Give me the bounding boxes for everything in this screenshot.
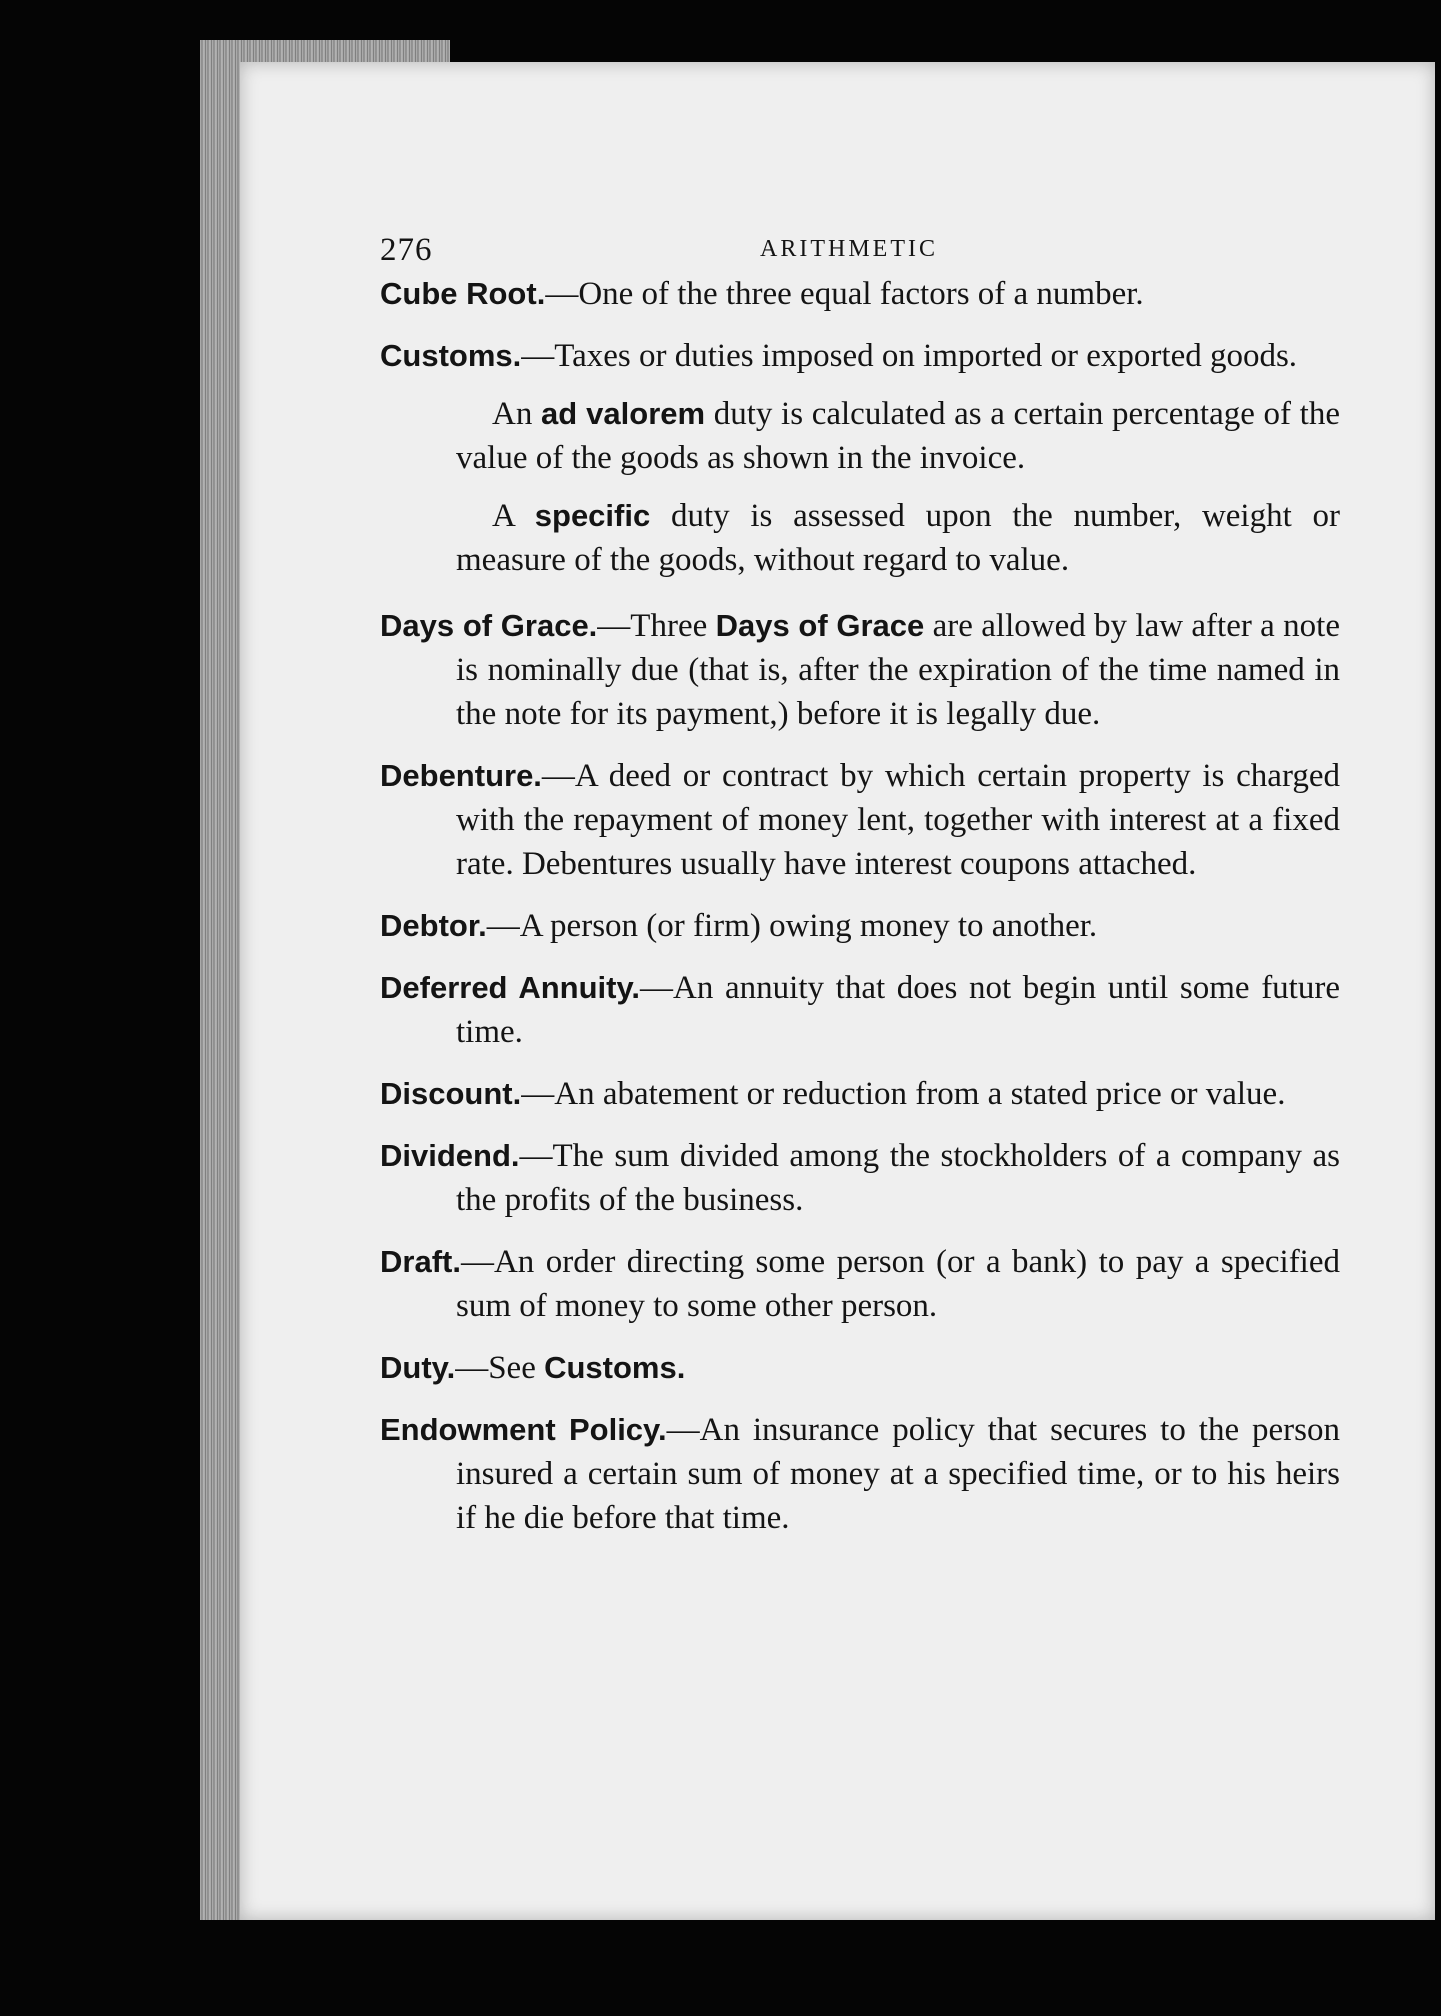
glossary-entry-deferred-annuity: [380, 966, 1340, 1054]
customs-crossref-bold: Customs.: [544, 1350, 686, 1385]
glossary-entry-duty: Duty.—See Customs.: [380, 1350, 686, 1386]
glossary-entry-dividend: [380, 1134, 1340, 1222]
entry-definition: —A person (or firm) owing money to another.: [486, 908, 1098, 944]
glossary-entry-debenture: [380, 754, 1340, 886]
entry-definition: —One of the three equal factors of a number.: [545, 276, 1144, 312]
entry-term: Draft.: [380, 1244, 461, 1279]
entry-definition: —Taxes or duties imposed on imported or exported goods.: [521, 338, 1298, 374]
customs-ad-valorem-paragraph: An ad valorem duty is calculated as a certain percentage of the value of the goods as shown in the invoice.: [456, 396, 1340, 476]
glossary-entry-discount: [380, 1072, 1340, 1116]
days-of-grace-bold: Days of Grace: [715, 608, 925, 643]
entry-definition: —A deed or contract by which certain property is charged with the repayment of money lent, together with interest at a fixed rate. Debentures usually have interest coupons attached.: [456, 758, 1340, 882]
page-number: 276: [380, 232, 433, 268]
customs-specific-paragraph: A specific duty is assessed upon the number, weight or measure of the goods, without regard to value.: [456, 498, 1341, 578]
entry-definition: —An annuity that does not begin until some future time.: [456, 970, 1340, 1050]
glossary-entry-draft: [380, 1240, 1340, 1328]
glossary-entry-days-of-grace: Days of Grace.—Three Days of Grace are allowed by law after a note is nominally due (that is, after the expiration of the time named in the note for its payment,) before it is legally due.: [380, 608, 1340, 732]
entry-term: Debenture.: [380, 758, 542, 793]
entry-term: Dividend.: [380, 1138, 520, 1173]
entry-term: Duty.: [380, 1350, 456, 1385]
entry-definition: —An order directing some person (or a bank) to pay a specified sum of money to some other person.: [456, 1244, 1340, 1324]
entry-definition: —The sum divided among the stockholders of a company as the profits of the business.: [456, 1138, 1340, 1218]
entry-term: Debtor.: [380, 908, 487, 943]
glossary-entry-debtor: [380, 904, 1340, 948]
running-title: ARITHMETIC: [760, 236, 938, 262]
ad-valorem-bold: ad valorem: [540, 396, 706, 431]
entry-term: Cube Root.: [380, 276, 546, 311]
specific-bold: specific: [534, 498, 651, 533]
entry-term: Deferred Annuity.: [380, 970, 641, 1005]
entry-term: Discount.: [380, 1076, 522, 1111]
entry-term: Endowment Policy.: [380, 1412, 667, 1447]
book-page: [240, 62, 1435, 1920]
running-head: [380, 212, 1340, 272]
glossary-entry-endowment-policy: [380, 1408, 1340, 1540]
entry-definition: —An abatement or reduction from a stated price or value.: [521, 1076, 1286, 1112]
page-content: [380, 212, 1340, 1558]
entry-term: Customs.: [380, 338, 522, 373]
glossary-entry-cube-root: [380, 272, 1340, 316]
glossary-entry-customs: [380, 334, 1340, 378]
entry-term: Days of Grace.: [380, 608, 598, 643]
entry-definition: —An insurance policy that secures to the person insured a certain sum of money at a specified time, or to his heirs if he die before that time.: [456, 1412, 1341, 1536]
